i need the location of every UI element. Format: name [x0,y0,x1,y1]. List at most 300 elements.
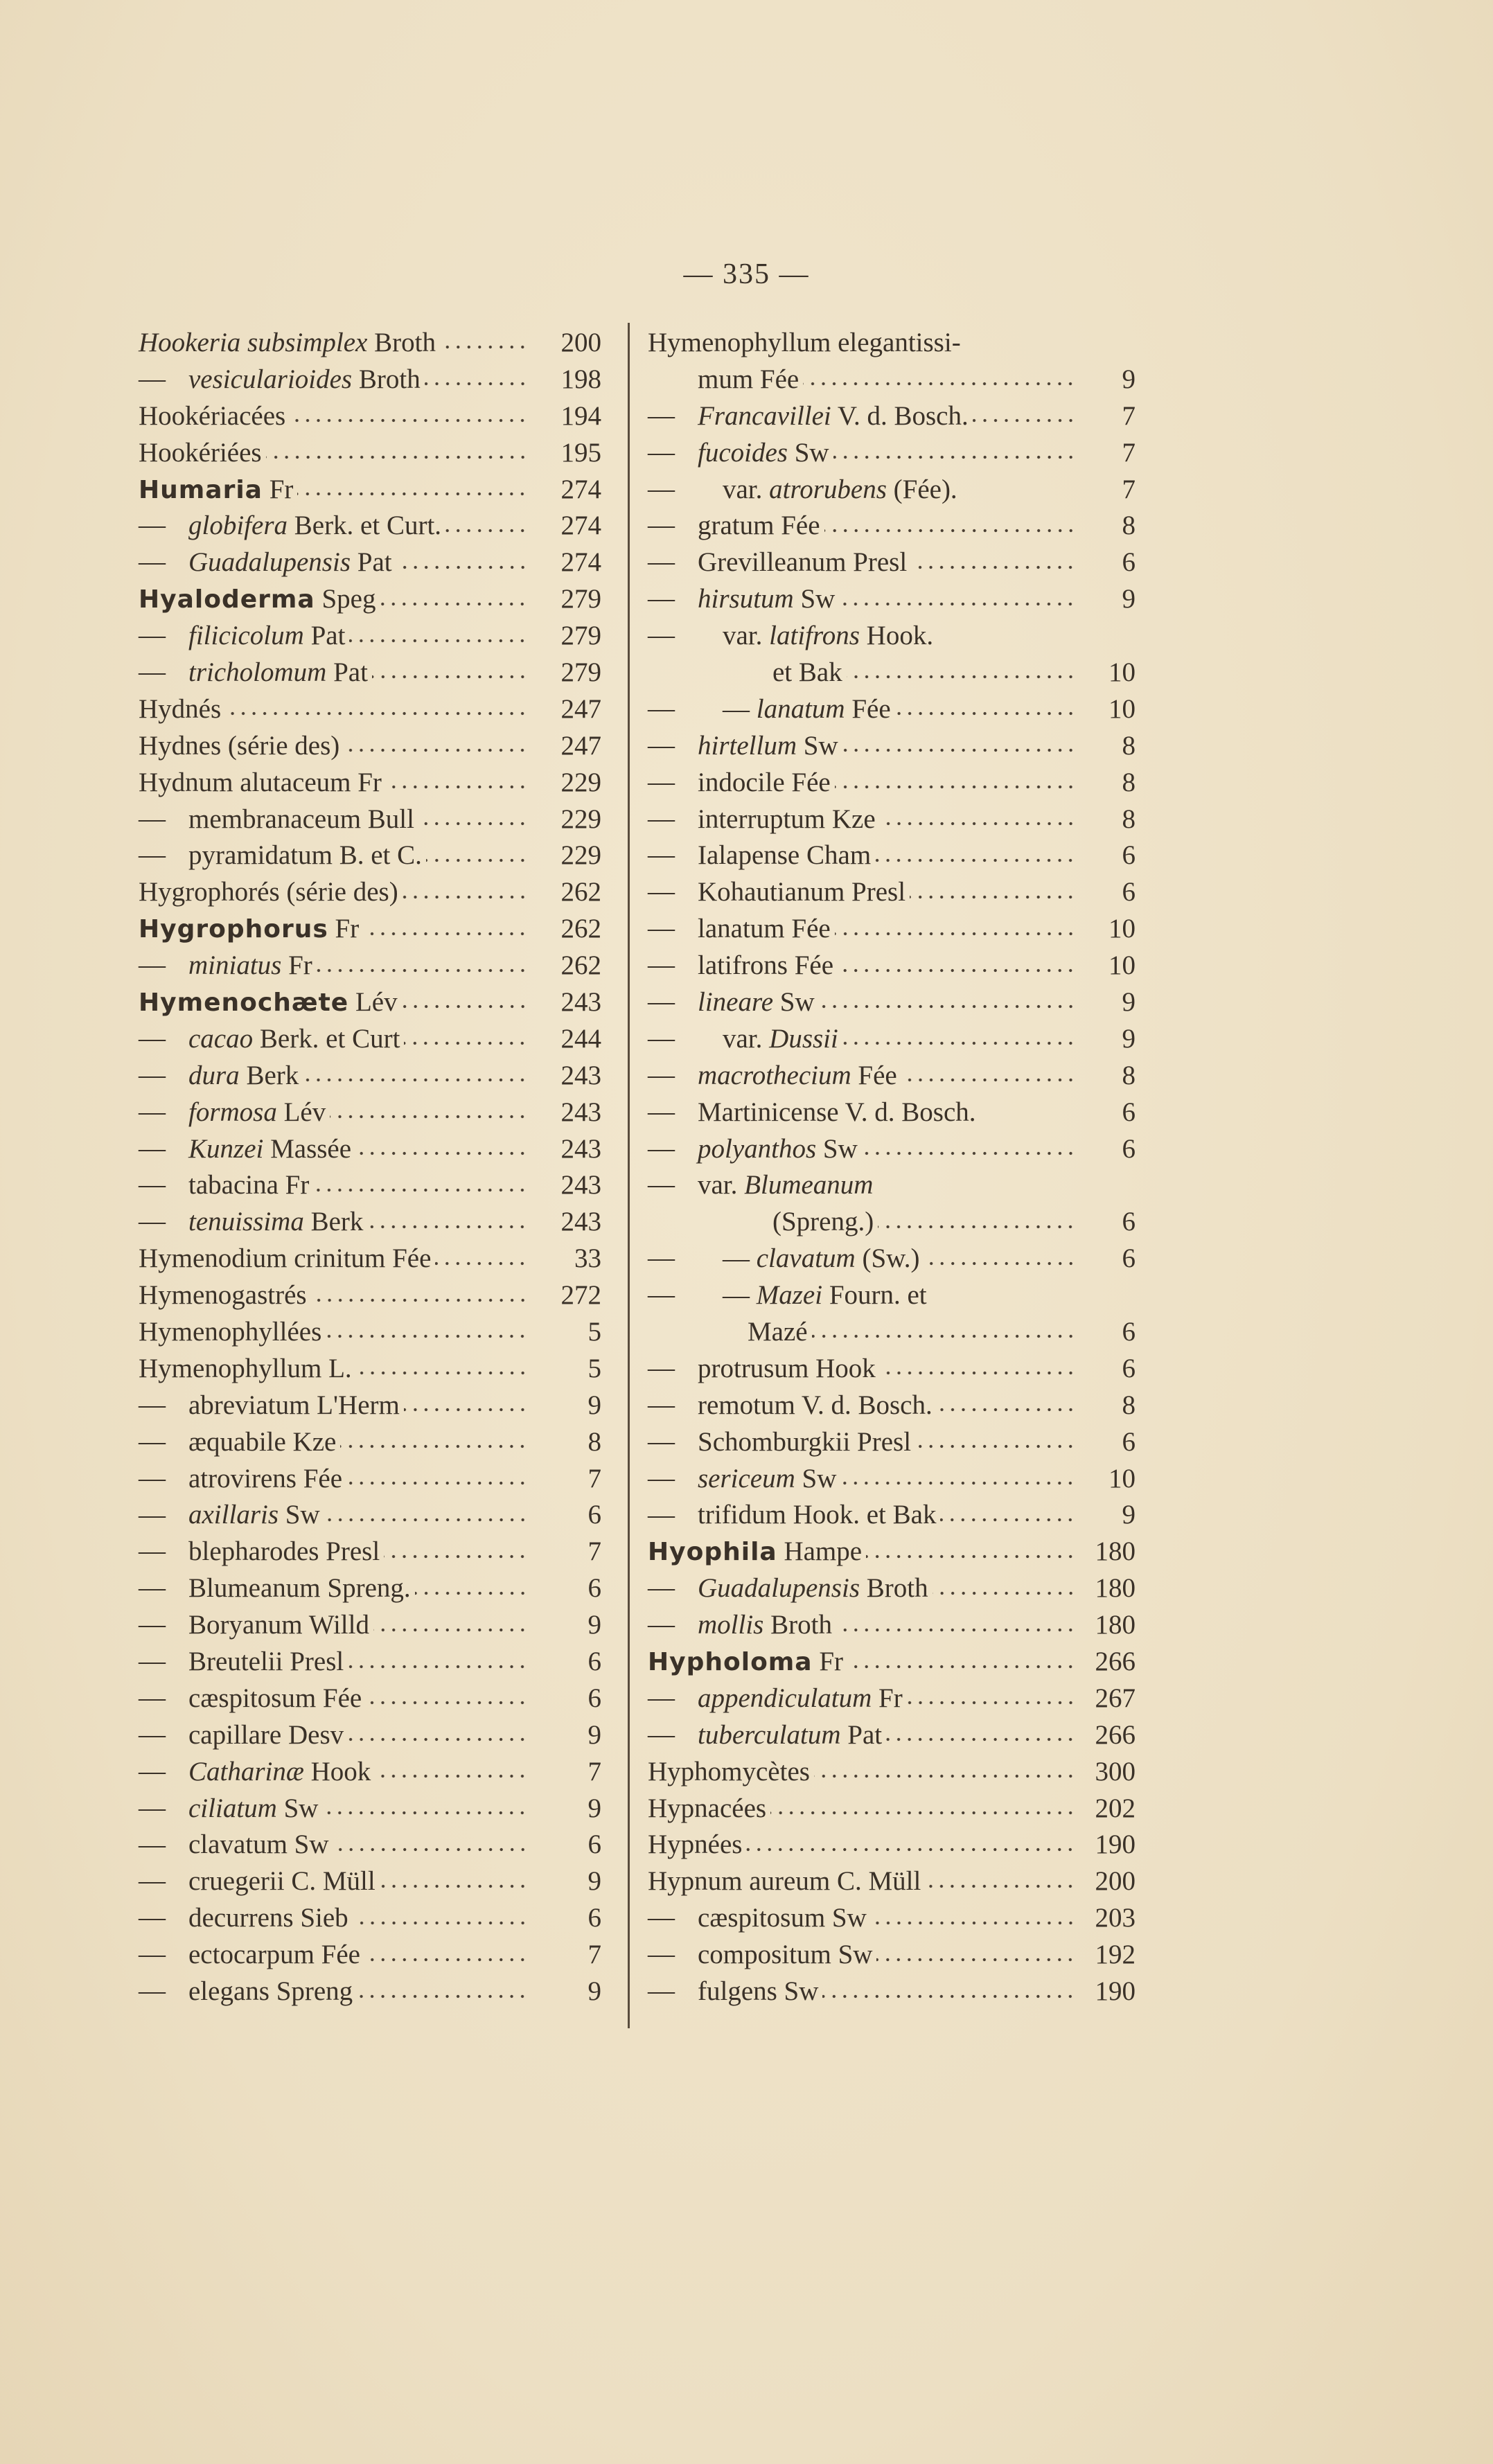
column-divider [628,323,630,2028]
entry-dash: — [139,547,166,577]
index-entry [139,1020,601,1057]
index-entry [648,691,1136,727]
entry-dash: — [648,1609,675,1640]
entry-label [139,1353,352,1384]
entry-text: lanatum Fée [698,914,831,944]
entry-text: Hook [303,1756,371,1787]
dot-leader [440,344,528,351]
index-entry [648,1936,1136,1973]
entry-italic-text: vesicularioides [188,364,353,394]
dot-leader [356,1370,528,1376]
dot-leader [910,894,1076,901]
entry-page-number: 6 [1122,1316,1136,1347]
index-entry [139,1240,601,1277]
entry-text: Fée [851,1060,897,1090]
entry-label [139,986,398,1018]
dot-leader [819,1003,1076,1010]
entry-text: (Sw.) [855,1243,920,1274]
entry-dash: — [139,1609,166,1640]
entry-dash: — [648,913,675,943]
entry-page-number: 6 [588,1573,601,1604]
entry-page-number: 9 [1122,1023,1136,1054]
index-entry [139,1863,601,1899]
entry-label [648,1829,742,1860]
entry-label [188,1097,326,1128]
index-entry [648,1753,1136,1790]
entry-text: blepharodes Presl [188,1536,380,1567]
dot-leader [803,380,1076,387]
entry-text: — [723,693,757,724]
index-entry [139,984,601,1020]
entry-page-number: 6 [1122,877,1136,907]
index-entry [648,1570,1136,1606]
entry-italic-text: Hookeria subsimplex [139,327,368,357]
entry-text: Broth [367,327,436,357]
entry-label [698,1133,858,1164]
entry-italic-text: Mazei [756,1280,823,1311]
entry-page-number: 9 [588,1793,601,1823]
entry-dash: — [648,510,675,540]
entry-text: Sw [279,1500,320,1530]
dot-leader [363,930,528,937]
index-entry [139,1167,601,1203]
entry-label [188,1683,362,1714]
dot-leader [907,1699,1076,1706]
entry-label [698,1719,882,1750]
dot-leader [297,490,528,497]
entry-text: Fourn. et [822,1280,927,1311]
dot-leader [937,1406,1076,1413]
entry-text: protrusum Hook [698,1353,876,1383]
entry-dash: — [648,1169,675,1200]
index-entry [648,1497,1136,1534]
entry-label [698,510,820,541]
entry-text: Hymenodium crinitum Fée [139,1243,432,1274]
entry-label [188,364,421,395]
entry-label [139,1243,431,1274]
entry-label [188,1865,376,1897]
entry-page-number: 8 [1122,1060,1136,1090]
entry-italic-text: lineare [698,986,774,1017]
dot-leader [833,454,1076,461]
index-entry [139,1606,601,1643]
entry-page-number: 279 [560,657,601,687]
entry-page-number: 180 [1095,1536,1136,1567]
entry-dash: — [648,693,675,723]
entry-page-number: 10 [1108,950,1136,981]
index-entry [648,617,1136,654]
entry-label [698,437,829,468]
entry-bold-text: Humaria [139,475,263,504]
entry-dash: — [139,803,166,833]
index-entry [139,361,601,398]
entry-page-number: 5 [588,1316,601,1347]
entry-page-number: 9 [588,1976,601,2007]
index-entry [139,1277,601,1313]
index-entry [648,398,1136,434]
entry-text: Hyphomycètes [648,1756,810,1787]
entry-page-number: 195 [560,437,601,468]
entry-text: Sw [795,1463,837,1494]
entry-italic-text: axillaris [188,1500,279,1530]
dot-leader [364,1956,528,1963]
entry-label [139,693,221,725]
entry-label [188,1023,400,1054]
dot-leader [862,1150,1076,1157]
dot-leader [303,1076,528,1083]
entry-page-number: 6 [588,1500,601,1530]
entry-label [139,400,285,432]
entry-italic-text: hirsutum [698,584,794,614]
index-entry [139,727,601,764]
dot-leader [375,1773,528,1780]
entry-page-number: 243 [560,1097,601,1127]
entry-dash: — [648,473,675,504]
entry-page-number: 202 [1095,1793,1136,1823]
entry-label [698,1353,876,1384]
entry-label [698,986,815,1018]
entry-text: (Fée). [886,474,957,504]
entry-page-number: 8 [1122,1390,1136,1420]
entry-page-number: 9 [588,1866,601,1897]
index-entry [648,1203,1136,1240]
entry-text: atrovirens Fée [188,1463,343,1494]
entry-dash: — [139,1536,166,1566]
dot-leader [840,1480,1076,1487]
entry-dash: — [139,1646,166,1676]
entry-text: cæspitosum Fée [188,1683,362,1713]
dot-leader [835,930,1076,937]
entry-label [648,1756,810,1787]
entry-dash: — [139,1499,166,1530]
entry-label [648,1865,921,1897]
entry-page-number: 10 [1108,1463,1136,1494]
entry-text: Kohautianum Presl [698,877,906,907]
entry-label [188,1829,329,1860]
entry-page-number: 7 [1122,437,1136,468]
entry-label [188,1426,336,1457]
dot-leader [866,1553,1076,1560]
entry-dash: — [139,1572,166,1603]
entry-text: æquabile Kze [188,1426,337,1457]
entry-page-number: 9 [1122,364,1136,394]
dot-leader [317,967,528,974]
dot-leader [933,1590,1076,1597]
index-entry [139,910,601,947]
index-entry [139,617,601,654]
entry-italic-text: Kunzei [188,1133,264,1164]
entry-page-number: 247 [560,730,601,761]
entry-dash: — [648,1243,675,1273]
entry-text: Hypnum aureum C. Müll [648,1866,921,1897]
dot-leader [835,783,1076,790]
entry-dash: — [648,1389,675,1419]
entry-page-number: 7 [1122,474,1136,504]
dot-leader [344,747,528,754]
index-entry [139,1936,601,1973]
entry-page-number: 9 [588,1719,601,1750]
index-entry [139,398,601,434]
entry-dash: — [648,729,675,760]
entry-page-number: 274 [560,474,601,504]
entry-page-number: 6 [588,1903,601,1933]
entry-page-number: 274 [560,547,601,578]
dot-leader [839,601,1076,608]
dot-leader [878,1223,1076,1230]
entry-text: compositum Sw [698,1940,873,1970]
entry-page-number: 262 [560,914,601,944]
index-entry [139,1827,601,1863]
entry-text: Fr [872,1683,903,1713]
entry-label [723,1279,927,1311]
entry-italic-text: macrothecium [698,1060,851,1090]
index-entry [648,1460,1136,1497]
entry-label [188,510,441,541]
entry-page-number: 6 [1122,840,1136,871]
dot-leader [911,564,1076,571]
entry-dash: — [139,1022,166,1053]
entry-page-number: 9 [1122,584,1136,614]
entry-label [698,1609,832,1640]
entry-dash: — [648,986,675,1017]
entry-text: Speg [315,584,376,614]
index-entry [648,1057,1136,1094]
entry-label [188,1793,318,1824]
entry-italic-text: polyanthos [698,1133,817,1164]
index-entry [139,1131,601,1167]
entry-label [648,1536,862,1567]
entry-label [698,840,871,871]
index-entry [648,1350,1136,1387]
dot-leader [842,1040,1076,1047]
entry-page-number: 198 [560,364,601,394]
index-entry [139,1680,601,1717]
index-entry [648,984,1136,1020]
index-entry [139,1717,601,1753]
entry-label [139,1316,321,1347]
entry-text: abreviatum L'Herm [188,1390,400,1420]
index-entry [139,1753,601,1790]
index-entry [648,1680,1136,1717]
entry-label [723,1023,838,1054]
entry-label [188,1646,344,1677]
entry-italic-text: atrorubens [769,474,887,504]
index-entry [139,1424,601,1460]
entry-dash: — [648,876,675,907]
entry-label [188,547,392,578]
entry-text: Sw [816,1133,858,1164]
dot-leader [333,1846,528,1853]
dot-leader [847,1663,1076,1670]
entry-bold-text: Hymenochæte [139,988,349,1017]
entry-label [188,1756,371,1787]
index-entry [648,910,1136,947]
entry-dash: — [648,840,675,870]
entry-label [748,1316,808,1347]
entry-text: Berk [303,1207,364,1237]
entry-label [698,730,838,761]
dot-leader [925,1883,1076,1890]
index-entry [139,1643,601,1680]
entry-page-number: 279 [560,584,601,614]
dot-leader [973,417,1076,424]
entry-label [188,1390,400,1421]
entry-dash: — [139,1902,166,1933]
dot-leader [396,564,528,571]
dot-leader [380,1883,528,1890]
index-entry [139,1570,601,1606]
entry-dash: — [648,1022,675,1053]
index-entry [139,1313,601,1350]
entry-dash: — [139,1792,166,1823]
index-entry [139,1057,601,1094]
dot-leader [386,783,528,790]
entry-page-number: 6 [1122,1426,1136,1457]
entry-dash: — [139,1169,166,1200]
entry-text: var. [698,1170,745,1200]
entry-page-number: 10 [1108,914,1136,944]
entry-dash: — [139,1133,166,1163]
entry-text: Hookériacées [139,400,286,431]
index-entry [139,801,601,837]
entry-page-number: 243 [560,1133,601,1164]
entry-page-number: 300 [1095,1756,1136,1787]
entry-text: Fr [812,1647,844,1676]
entry-label [188,1976,353,2007]
entry-page-number: 243 [560,1170,601,1200]
entry-italic-text: fucoides [698,437,788,468]
index-entry [648,1424,1136,1460]
entry-dash: — [648,1279,675,1310]
entry-italic-text: sericeum [698,1463,795,1494]
entry-page-number: 180 [1095,1573,1136,1604]
dot-leader [838,967,1076,974]
entry-dash: — [648,620,675,650]
dot-leader [367,1223,528,1230]
entry-text: mum Fée [698,364,799,394]
entry-label [723,620,933,651]
index-entry [648,1313,1136,1350]
entry-page-number: 10 [1108,657,1136,687]
entry-label [698,400,969,432]
entry-text: decurrens Sieb [188,1903,348,1933]
page-number: — 335 — [683,258,810,290]
index-entry [648,801,1136,837]
entry-label [698,950,833,981]
entry-text: — [723,1243,757,1274]
entry-label [698,364,799,395]
entry-text: Hydnés [139,693,222,724]
dot-leader [924,1260,1076,1267]
entry-label [698,1463,836,1494]
dot-leader [311,1297,528,1304]
index-entry [648,1973,1136,2010]
entry-label [698,1683,903,1714]
entry-text: Pat [303,621,346,651]
entry-text: Pat [840,1719,883,1750]
entry-page-number: 247 [560,693,601,724]
index-entry [139,324,601,361]
entry-dash: — [139,1682,166,1712]
entry-text: Hookériées [139,437,262,468]
dot-leader [353,1920,528,1926]
index-entry [139,1790,601,1827]
entry-italic-text: Dussii [769,1023,838,1054]
entry-dash: — [648,1939,675,1969]
entry-italic-text: formosa [188,1097,277,1127]
entry-page-number: 8 [1122,511,1136,541]
entry-text: Sw [793,584,836,614]
entry-text: Hypnacées [648,1793,767,1823]
entry-bold-text: Hyophila [648,1538,777,1567]
entry-italic-text: miniatus [188,950,282,981]
index-entry [648,1863,1136,1899]
dot-leader [822,1993,1076,2000]
entry-text: remotum V. d. Bosch. [698,1390,933,1420]
entry-text: Hymenogastrés [139,1280,307,1311]
entry-page-number: 200 [1095,1866,1136,1897]
dot-leader [847,673,1076,680]
index-entry [648,1606,1136,1643]
entry-page-number: 190 [1095,1829,1136,1860]
entry-page-number: 229 [560,840,601,871]
entry-label [188,950,312,981]
index-entry [648,947,1136,984]
entry-dash: — [139,1059,166,1090]
entry-label [139,876,398,907]
dot-leader [266,454,528,461]
entry-italic-text: filicicolum [188,621,304,651]
entry-label [188,1572,411,1604]
entry-label [698,1939,872,1970]
dot-leader [348,1663,528,1670]
index-entry [648,1827,1136,1863]
dot-leader [402,1003,528,1010]
entry-dash: — [648,1462,675,1493]
entry-dash: — [139,1939,166,1969]
dot-leader [871,1920,1076,1926]
entry-label [698,804,876,835]
index-entry [139,544,601,580]
index-entry [139,1533,601,1570]
entry-text: Boryanum Willd [188,1610,369,1640]
entry-page-number: 192 [1095,1940,1136,1970]
index-entry [648,1020,1136,1057]
entry-italic-text: appendiculatum [698,1683,872,1713]
entry-label [772,657,842,688]
index-entry [139,1460,601,1497]
entry-page-number: 6 [588,1829,601,1860]
entry-text: cruegerii C. Müll [188,1866,376,1897]
entry-text: Fr [262,474,294,504]
entry-page-number: 7 [588,1756,601,1787]
entry-text: Fr [281,950,312,981]
dot-leader [313,1187,528,1194]
dot-leader [225,710,528,717]
entry-page-number: 8 [1122,804,1136,834]
dot-leader [322,1809,528,1816]
entry-page-number: 244 [560,1023,601,1054]
entry-dash: — [139,510,166,540]
dot-leader [895,710,1076,717]
entry-italic-text: tenuissima [188,1207,304,1237]
entry-label [139,327,436,358]
entry-label [188,1536,380,1567]
dot-leader [770,1809,1076,1816]
index-entry [648,544,1136,580]
index-entry [648,507,1136,544]
entry-label [698,876,905,907]
